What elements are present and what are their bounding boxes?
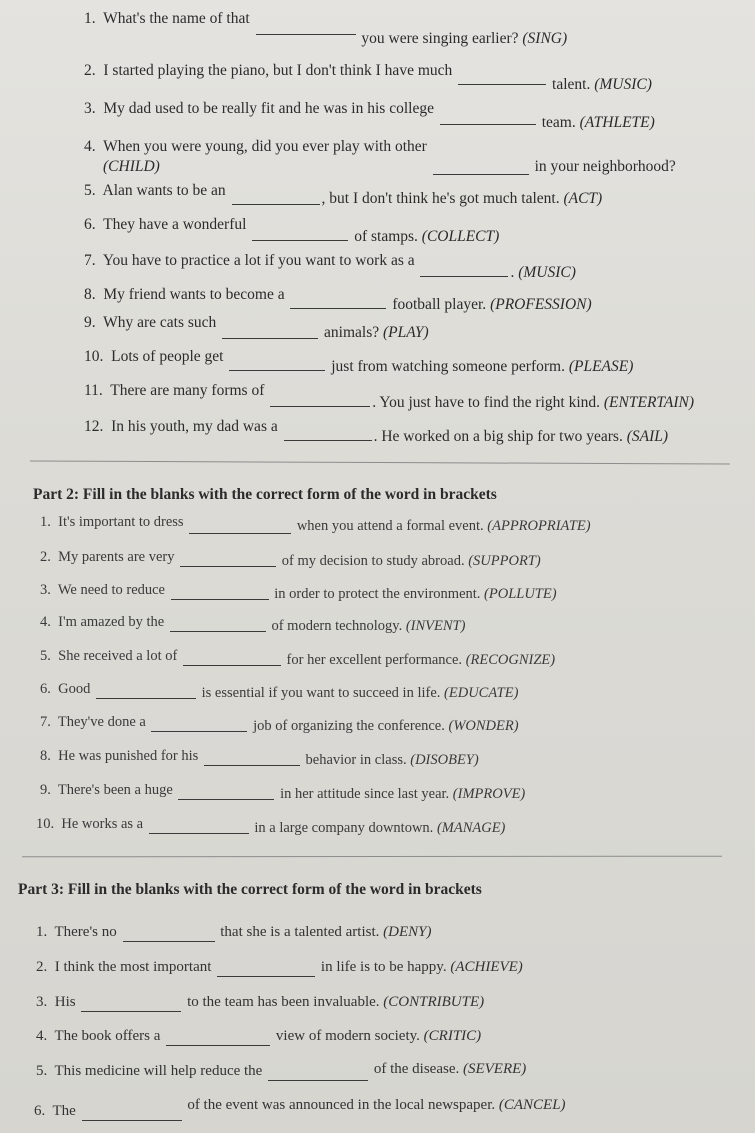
word-hint: (SING) (522, 30, 568, 47)
section-divider (30, 460, 730, 464)
word-hint: (COLLECT) (421, 228, 500, 245)
item-number: 5. (40, 648, 51, 664)
word-hint: (SEVERE) (462, 1061, 527, 1077)
answer-blank[interactable] (290, 296, 386, 309)
p3-item-5 (36, 1062, 526, 1080)
p2-item-2 (40, 548, 541, 569)
answer-blank[interactable] (229, 358, 325, 371)
answer-blank[interactable] (440, 112, 536, 125)
answer-blank[interactable] (151, 719, 247, 732)
p1-item-8 (84, 286, 592, 313)
item-text-after: of stamps. (354, 228, 418, 245)
item-text-before: What's the name of that (103, 10, 250, 27)
item-text-before: There's no (54, 924, 117, 940)
p2-item-7 (40, 713, 519, 734)
p2-item-8 (40, 747, 479, 768)
answer-blank[interactable] (166, 1033, 270, 1046)
item-number: 5. (84, 182, 96, 199)
item-text-after: view of modern society. (275, 1028, 420, 1044)
item-text-after: of the event was announced in the local newspaper. (187, 1097, 496, 1113)
item-text-before: Good (58, 681, 91, 697)
item-text-before: My parents are very (58, 549, 175, 565)
item-text-before: In his youth, my dad was a (111, 418, 278, 435)
word-hint: (CONTRIBUTE) (383, 994, 485, 1010)
item-number: 6. (84, 216, 96, 233)
item-text-before: The book offers a (54, 1028, 161, 1044)
answer-blank[interactable] (204, 753, 300, 766)
item-text-before: I started playing the piano, but I don't think I have much (103, 62, 453, 79)
item-number: 1. (36, 924, 48, 940)
item-text-after: . (510, 264, 515, 281)
item-text-before: We need to reduce (57, 582, 165, 598)
answer-blank[interactable] (81, 999, 181, 1012)
item-text-after: football player. (392, 296, 487, 313)
item-number: 4. (40, 614, 51, 630)
word-hint: (WONDER) (448, 718, 519, 734)
p3-item-3 (36, 993, 484, 1011)
item-number: 10. (36, 816, 55, 832)
part3-title: Part 3: Fill in the blanks with the correct form of the word in brackets (18, 881, 482, 898)
answer-blank[interactable] (268, 1068, 368, 1081)
item-number: 4. (84, 138, 96, 155)
item-number: 1. (84, 10, 96, 27)
item-text-after: of modern technology. (271, 618, 403, 634)
item-number: 3. (84, 100, 96, 117)
item-text-after: in life is to be happy. (320, 959, 447, 975)
item-number: 2. (84, 62, 96, 79)
item-number: 9. (84, 314, 96, 331)
item-text-after: that she is a talented artist. (220, 924, 380, 940)
answer-blank[interactable] (123, 929, 215, 942)
item-text-before: Lots of people get (111, 348, 224, 365)
p3-item-2 (36, 958, 523, 976)
item-number: 1. (40, 514, 51, 530)
answer-blank[interactable] (256, 22, 356, 35)
word-hint: (ENTERTAIN) (603, 394, 695, 411)
item-text-after: , but I don't think he's got much talent. (321, 190, 560, 207)
word-hint: (DISOBEY) (410, 752, 479, 768)
answer-blank[interactable] (252, 228, 348, 241)
answer-blank[interactable] (458, 72, 546, 85)
item-text-before: You have to practice a lot if you want to work as a (102, 252, 415, 269)
p1-item-2 (84, 62, 652, 93)
item-text-after: talent. (552, 76, 591, 93)
word-hint: (ACT) (563, 190, 603, 207)
p1-item-4-hint (103, 158, 160, 176)
item-text-after: of the disease. (373, 1061, 460, 1077)
item-text-before: This medicine will help reduce the (54, 1063, 263, 1079)
word-hint: (CHILD) (103, 158, 160, 175)
p1-item-11 (84, 382, 695, 411)
item-text-before: They have a wonderful (103, 216, 247, 233)
p2-item-4 (40, 613, 466, 634)
word-hint: (MUSIC) (518, 264, 576, 281)
answer-blank[interactable] (420, 264, 508, 277)
item-text-before: When you were young, did you ever play with other (103, 138, 427, 155)
word-hint: (IMPROVE) (452, 786, 526, 802)
answer-blank[interactable] (433, 162, 529, 175)
item-text-after: behavior in class. (305, 752, 407, 768)
item-text-after: you were singing earlier? (361, 30, 519, 47)
item-text-before: His (54, 994, 76, 1010)
item-text-before: Alan wants to be an (102, 182, 226, 199)
p2-item-5 (40, 647, 556, 668)
item-number: 7. (40, 714, 51, 730)
item-number: 4. (36, 1028, 48, 1044)
p1-item-6 (84, 216, 500, 245)
answer-blank[interactable] (171, 587, 269, 600)
item-text-after: for her excellent performance. (286, 652, 463, 668)
p1-item-12 (84, 418, 669, 445)
word-hint: (CRITIC) (423, 1028, 482, 1044)
item-text-before: I think the most important (54, 959, 212, 975)
word-hint: (PLEASE) (568, 358, 634, 375)
word-hint: (CANCEL) (498, 1097, 566, 1113)
item-number: 7. (84, 252, 96, 269)
item-text-after: in her attitude since last year. (280, 786, 450, 802)
item-text-after: in your neighborhood? (534, 158, 676, 175)
item-text-before: He works as a (61, 816, 144, 832)
item-text-after: to the team has been invaluable. (187, 994, 380, 1010)
item-text-after: when you attend a formal event. (296, 518, 484, 534)
item-number: 8. (84, 286, 96, 303)
word-hint: (ACHIEVE) (450, 959, 523, 975)
item-text-before: The (52, 1103, 76, 1119)
word-hint: (PROFESSION) (490, 296, 592, 313)
answer-blank[interactable] (170, 619, 266, 632)
p2-item-6 (40, 680, 519, 701)
p1-item-1 (84, 10, 568, 47)
answer-blank[interactable] (82, 1108, 182, 1121)
item-number: 2. (36, 959, 48, 975)
answer-blank[interactable] (178, 787, 274, 800)
item-text-before: I'm amazed by the (58, 614, 165, 630)
p1-item-9 (84, 314, 429, 341)
item-number: 6. (34, 1103, 46, 1119)
item-number: 3. (40, 582, 51, 598)
word-hint: (EDUCATE) (444, 685, 519, 701)
item-number: 8. (40, 748, 51, 764)
item-text-before: He was punished for his (58, 748, 199, 764)
item-text-after: animals? (324, 324, 380, 341)
word-hint: (APPROPRIATE) (487, 518, 591, 534)
answer-blank[interactable] (180, 554, 276, 567)
p2-item-10 (36, 815, 506, 836)
p3-item-6 (34, 1097, 566, 1120)
word-hint: (MANAGE) (436, 820, 506, 836)
answer-blank[interactable] (232, 192, 320, 205)
item-text-before: There's been a huge (57, 782, 173, 798)
p1-item-3 (84, 100, 655, 131)
item-text-after: team. (541, 114, 576, 131)
answer-blank[interactable] (96, 686, 196, 699)
item-text-before: My dad used to be really fit and he was in his college (103, 100, 434, 117)
p2-item-1 (40, 513, 591, 534)
item-number: 10. (84, 348, 104, 365)
item-text-before: It's important to dress (58, 514, 184, 530)
answer-blank[interactable] (217, 964, 315, 977)
item-number: 6. (40, 681, 51, 697)
word-hint: (PLAY) (383, 324, 429, 341)
item-number: 11. (84, 382, 103, 399)
word-hint: (SUPPORT) (468, 553, 541, 569)
item-text-after: of my decision to study abroad. (281, 553, 465, 569)
p3-item-1 (36, 923, 431, 941)
item-number: 3. (36, 994, 48, 1010)
answer-blank[interactable] (189, 521, 291, 534)
item-text-before: There are many forms of (110, 382, 265, 399)
item-text-after: in order to protect the environment. (274, 586, 481, 602)
item-text-after: . You just have to find the right kind. (372, 394, 601, 411)
item-text-after: . He worked on a big ship for two years. (373, 428, 623, 445)
word-hint: (ATHLETE) (579, 114, 655, 131)
part2-title: Part 2: Fill in the blanks with the correct form of the word in brackets (33, 486, 497, 503)
word-hint: (INVENT) (405, 618, 466, 634)
p2-item-9 (40, 781, 526, 802)
item-text-before: They've done a (57, 714, 146, 730)
word-hint: (POLLUTE) (484, 586, 557, 602)
section-divider (22, 856, 722, 858)
word-hint: (RECOGNIZE) (465, 652, 556, 668)
item-text-before: My friend wants to become a (103, 286, 285, 303)
answer-blank[interactable] (284, 428, 372, 441)
item-number: 12. (84, 418, 104, 435)
item-text-after: job of organizing the conference. (253, 718, 445, 734)
item-number: 2. (40, 549, 51, 565)
item-text-after: in a large company downtown. (254, 820, 434, 836)
p1-item-7 (84, 252, 576, 281)
p1-item-5 (84, 182, 603, 207)
p2-item-3 (40, 581, 557, 602)
answer-blank[interactable] (183, 653, 281, 666)
answer-blank[interactable] (149, 821, 249, 834)
p3-item-4 (36, 1027, 481, 1045)
item-text-after: is essential if you want to succeed in life. (201, 685, 441, 701)
word-hint: (MUSIC) (594, 76, 652, 93)
word-hint: (SAIL) (626, 428, 669, 445)
item-text-before: Why are cats such (103, 314, 217, 331)
p1-item-10 (84, 348, 634, 375)
item-number: 9. (40, 782, 51, 798)
answer-blank[interactable] (222, 326, 318, 339)
word-hint: (DENY) (383, 924, 432, 940)
answer-blank[interactable] (270, 394, 370, 407)
item-text-after: just from watching someone perform. (331, 358, 565, 375)
item-number: 5. (36, 1063, 48, 1079)
item-text-before: She received a lot of (58, 648, 178, 664)
